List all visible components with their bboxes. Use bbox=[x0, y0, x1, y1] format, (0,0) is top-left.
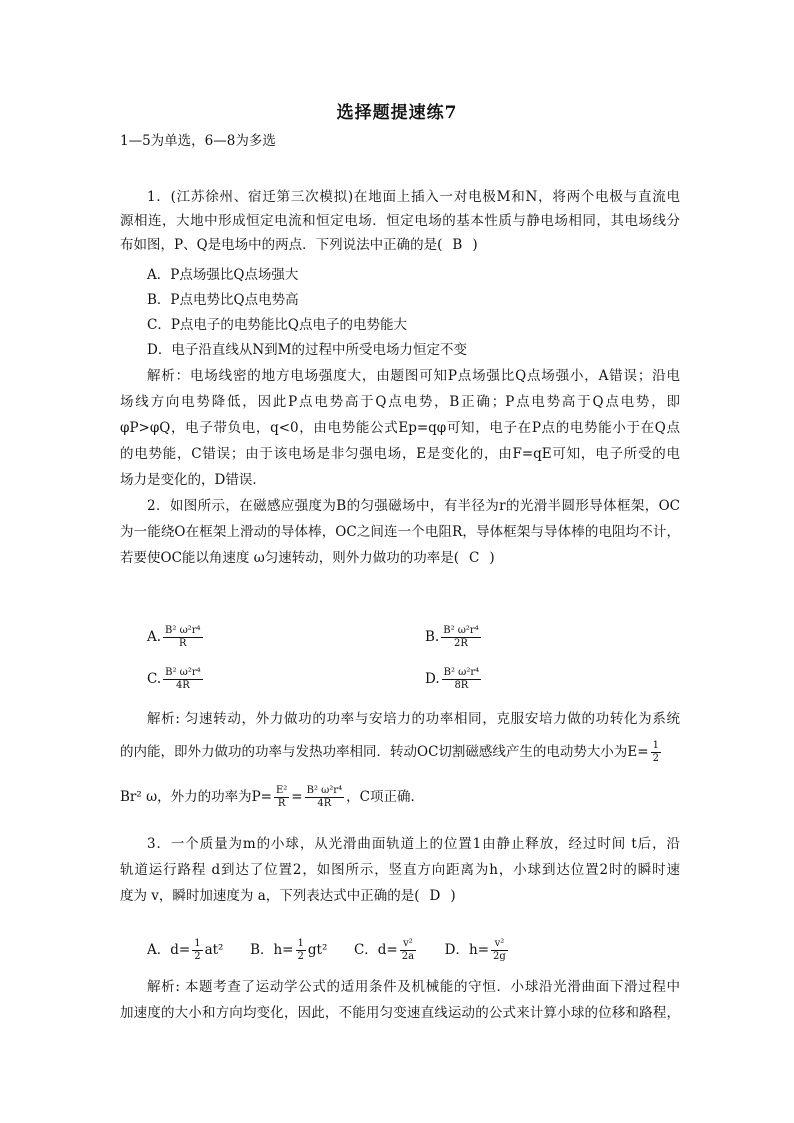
q3-option-b-tail: gt² bbox=[307, 942, 328, 958]
q2-stem-end: 若要使OC能以角速度 ω匀速转动，则外力做功的功率是( bbox=[120, 550, 459, 566]
q1-option-a: A．P点场强比Q点场强大 bbox=[147, 267, 299, 283]
q1-solution-line-5: 场力是变化的，D错误． bbox=[120, 472, 266, 488]
q1-solution-line-1: 解析：电场线密的地方电场强度大，由题图可知P点场强比Q点场强小，A错误；沿电 bbox=[147, 368, 680, 384]
q3-line-3 bbox=[120, 885, 680, 907]
q2-power-fraction-2-num: B² ω²r⁴ bbox=[306, 785, 343, 796]
q2-solution-line-1: 解析: 匀速转动，外力做功的功率与安培力的功率相同，克服安培力做的功转化为系统 bbox=[147, 711, 680, 727]
q2-half-num: 1 bbox=[652, 740, 659, 751]
q3-option-a-num: 1 bbox=[194, 938, 201, 949]
q1-option-c: C．P点电子的电势能比Q点电子的电势能大 bbox=[147, 317, 407, 333]
q2-solution-line-3-text: Br² ω，外力的功率为P= bbox=[120, 789, 272, 805]
q1-line-2: 源相连，大地中形成恒定电流和恒定电场．恒定电场的基本性质与静电场相同，其电场线分 bbox=[120, 213, 680, 229]
q2-line-3 bbox=[120, 547, 680, 569]
q2-option-b-label: B. bbox=[425, 629, 440, 645]
q2-option-b-den: 2R bbox=[454, 638, 468, 649]
q2-option-a-fraction bbox=[163, 625, 203, 650]
q2-power-equals: = bbox=[291, 789, 303, 805]
q2-option-a-num: B² ω²r⁴ bbox=[165, 625, 201, 636]
q2-option-d-fraction bbox=[442, 667, 482, 692]
q2-option-d-label: D. bbox=[425, 671, 440, 687]
q2-option-c-fraction bbox=[163, 667, 203, 692]
q2-option-b-fraction bbox=[441, 625, 481, 650]
q2-answer: C bbox=[468, 550, 480, 566]
q2-line-2: 为一能绕O在框架上滑动的导体棒，OC之间连一个电阻R，导体框架与导体棒的电阻均不计， bbox=[120, 524, 680, 540]
q3-option-a-label: A．d= bbox=[147, 942, 191, 958]
q3-options-row bbox=[147, 938, 510, 963]
q2-option-b-num: B² ω²r⁴ bbox=[443, 625, 479, 636]
q1-close-paren: ) bbox=[472, 237, 478, 253]
q2-option-c-label: C. bbox=[147, 671, 162, 687]
q1-answer: B bbox=[452, 237, 463, 253]
page-title: 选择题提速练7 bbox=[336, 103, 458, 123]
q3-option-b-num: 1 bbox=[297, 938, 304, 949]
q3-answer: D bbox=[429, 888, 441, 904]
q3-solution-line-2: 加速度的大小和方向均变化，因此，不能用匀变速直线运动的公式来计算小球的位移和路程， bbox=[120, 1005, 680, 1021]
q2-power-fraction-1 bbox=[274, 785, 289, 810]
q3-option-a-den: 2 bbox=[194, 951, 201, 962]
q3-option-d-num: v² bbox=[491, 938, 508, 951]
q2-option-a-den: R bbox=[179, 638, 187, 649]
q3-option-c bbox=[353, 938, 418, 962]
q3-line-2: 轨道运行路程 d到达了位置2，如图所示，竖直方向距离为h，小球到达位置2时的瞬时速 bbox=[120, 862, 680, 878]
q2-option-a bbox=[147, 625, 205, 650]
q3-option-a bbox=[147, 938, 224, 962]
q3-stem-end: 度为 v，瞬时加速度为 a，下列表达式中正确的是( bbox=[120, 888, 420, 904]
q2-option-b bbox=[425, 625, 483, 650]
q3-option-b bbox=[250, 938, 328, 962]
q2-line-1: 2．如图所示，在磁感应强度为B的匀强磁场中，有半径为r的光滑半圆形导体框架，OC bbox=[147, 498, 680, 514]
q2-power-fraction-1-num: E² bbox=[275, 785, 288, 796]
q2-power-fraction-1-den: R bbox=[277, 798, 286, 809]
q3-option-d-label: D．h= bbox=[444, 942, 490, 958]
q2-option-c-den: 4R bbox=[175, 680, 190, 691]
q3-solution-line-1: 解析: 本题考查了运动学公式的适用条件及机械能的守恒．小球沿光滑曲面下滑过程中 bbox=[147, 979, 680, 995]
q3-option-b-den: 2 bbox=[297, 951, 304, 962]
q2-option-c bbox=[147, 667, 205, 692]
subtitle: 1—5为单选，6—8为多选 bbox=[120, 133, 276, 149]
q2-solution-line-3-end: ，C项正确． bbox=[346, 789, 424, 805]
q2-option-d bbox=[425, 667, 483, 692]
q3-option-b-label: B．h= bbox=[250, 942, 294, 958]
q3-option-c-fraction bbox=[400, 938, 416, 963]
q3-close-paren: ) bbox=[450, 888, 456, 904]
q2-option-c-num: B² ω²r⁴ bbox=[165, 667, 201, 678]
q2-option-d-den: 8R bbox=[454, 680, 469, 691]
q2-close-paren: ) bbox=[489, 550, 495, 566]
q3-option-d-fraction bbox=[491, 938, 508, 963]
q3-option-c-num: v² bbox=[400, 938, 416, 951]
q2-solution-line-2 bbox=[120, 740, 680, 765]
q1-option-b: B．P点电势比Q点电势高 bbox=[147, 292, 299, 308]
q2-half-fraction bbox=[651, 740, 661, 765]
q1-solution-line-3: φP>φQ，电子带负电，q<0，由电势能公式Ep=qφ可知，电子在P点的电势能小于在Q点 bbox=[120, 420, 680, 436]
q1-solution-line-4: 的电势能，C错误；由于该电场是非匀强电场，E是变化的，由F=qE可知，电子所受的电 bbox=[120, 446, 680, 462]
q2-option-d-num: B² ω²r⁴ bbox=[443, 667, 480, 678]
q1-option-d: D．电子沿直线从N到M的过程中所受电场力恒定不变 bbox=[147, 342, 467, 358]
q3-option-d bbox=[444, 938, 510, 962]
q3-option-a-fraction bbox=[192, 938, 202, 963]
q1-stem-end: 布如图，P、Q是电场中的两点．下列说法中正确的是( bbox=[120, 237, 443, 253]
q1-solution-line-2: 场线方向电势降低，因此P点电势高于Q点电势，B正确；P点电势高于Q点电势，即 bbox=[120, 394, 680, 410]
q3-option-a-tail: at² bbox=[204, 942, 224, 958]
q3-option-c-den: 2a bbox=[401, 951, 415, 962]
q1-line-1: 1．(江苏徐州、宿迁第三次模拟)在地面上插入一对电极M和N，将两个电极与直流电 bbox=[147, 189, 680, 205]
q3-line-1: 3．一个质量为m的小球，从光滑曲面轨道上的位置1由静止释放，经过时间 t后，沿 bbox=[147, 836, 680, 852]
q2-power-fraction-2-den: 4R bbox=[317, 798, 332, 809]
q1-line-3 bbox=[120, 234, 680, 256]
q2-option-a-label: A. bbox=[147, 629, 162, 645]
q3-option-d-den: 2g bbox=[493, 951, 506, 962]
q2-solution-line-2-text: 的内能，即外力做功的功率与发热功率相同．转动OC切割磁感线产生的电动势大小为E= bbox=[120, 744, 649, 760]
q2-power-fraction-2 bbox=[305, 785, 345, 810]
q3-option-b-fraction bbox=[296, 938, 306, 963]
q2-half-den: 2 bbox=[652, 753, 659, 764]
q2-solution-line-3 bbox=[120, 785, 680, 810]
q3-option-c-label: C．d= bbox=[353, 942, 398, 958]
